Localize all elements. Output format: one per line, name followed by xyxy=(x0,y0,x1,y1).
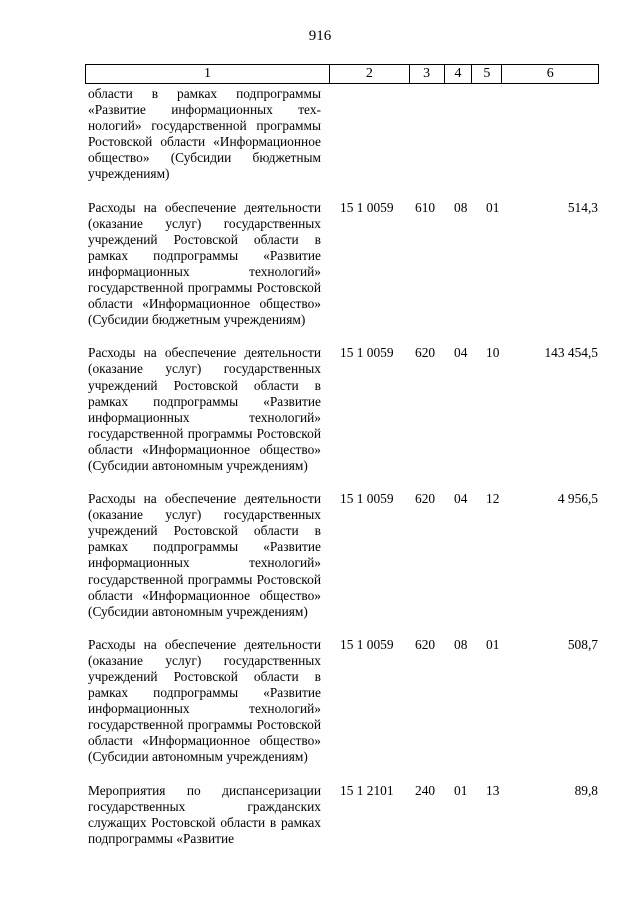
row-gap xyxy=(88,474,600,491)
row-sum: 89,8 xyxy=(574,782,598,798)
row-subsection: 12 xyxy=(486,491,500,507)
table-body xyxy=(88,86,600,847)
row-section: 08 xyxy=(454,636,468,652)
row-section: 01 xyxy=(454,782,468,798)
row-expense-type: 620 xyxy=(415,636,436,652)
row-expense-type: 620 xyxy=(415,345,436,361)
row-expense-type: 610 xyxy=(415,199,436,215)
row-expense-type: 620 xyxy=(415,491,436,507)
row-gap xyxy=(88,183,600,200)
row-description: Расходы на обеспечение деятельности (оказание услуг) государственных учреждений Ростовской области в рамках подпрограммы «Развитие информационных технологий» государственной программы Ростовской области «Информационное общество» (Субсидии автономным учреждениям) xyxy=(88,491,321,619)
table-row xyxy=(88,637,600,766)
header-col-5: 5 xyxy=(472,65,502,83)
row-sum: 514,3 xyxy=(567,199,598,215)
row-description: области в рамках подпрограммы «Развитие информационных технологий» государственной программы Ростовской области «Информационное общество» (Субсидии бюджетным учреждениям) xyxy=(88,86,321,182)
table-row xyxy=(88,345,600,474)
row-section: 04 xyxy=(454,491,468,507)
header-col-2: 2 xyxy=(330,65,410,83)
row-target-code: 15 1 2101 xyxy=(340,782,394,798)
row-section: 04 xyxy=(454,345,468,361)
row-gap xyxy=(88,328,600,345)
page-number: 916 xyxy=(308,28,332,44)
row-sum: 143 454,5 xyxy=(544,345,598,361)
row-description: Расходы на обеспечение деятельности (оказание услуг) государственных учреждений Ростовской области в рамках подпрограммы «Развитие информационных технологий» государственной программы Ростовской области «Информационное общество» (Субсидии автономным учреждениям) xyxy=(88,345,321,473)
row-target-code: 15 1 0059 xyxy=(340,636,394,652)
table-row xyxy=(88,783,600,847)
row-gap xyxy=(88,766,600,783)
row-subsection: 01 xyxy=(486,199,500,215)
row-subsection: 10 xyxy=(486,345,500,361)
table-header xyxy=(85,64,599,84)
row-target-code: 15 1 0059 xyxy=(340,199,394,215)
row-section: 08 xyxy=(454,199,468,215)
row-sum: 4 956,5 xyxy=(557,491,598,507)
row-target-code: 15 1 0059 xyxy=(340,491,394,507)
table-row xyxy=(88,491,600,620)
row-subsection: 13 xyxy=(486,782,500,798)
row-description: Расходы на обеспечение деятельности (оказание услуг) государственных учреждений Ростовской области в рамках подпрограммы «Развитие информационных технологий» государственной программы Ростовской области «Информационное общество» (Субсидии бюджетным учреждениям) xyxy=(88,199,321,328)
row-description: Расходы на обеспечение деятельности (оказание услуг) государственных учреждений Ростовской области в рамках подпрограммы «Развитие информационных технологий» государственной программы Ростовской области «Информационное общество» (Субсидии автономным учреждениям) xyxy=(88,636,321,765)
header-col-6: 6 xyxy=(546,66,554,81)
row-subsection: 01 xyxy=(486,636,500,652)
row-sum: 508,7 xyxy=(567,636,598,652)
header-col-4: 4 xyxy=(445,65,473,83)
header-col-3: 3 xyxy=(410,65,445,83)
table-row xyxy=(88,200,600,329)
row-expense-type: 240 xyxy=(415,782,436,798)
row-target-code: 15 1 0059 xyxy=(340,345,394,361)
header-col-1: 1 xyxy=(86,65,330,83)
table-row xyxy=(88,86,600,183)
row-description: Мероприятия по диспансеризации государственных гражданских служащих Ростовской области в рамках подпрограммы «Развитие xyxy=(88,782,321,846)
row-gap xyxy=(88,620,600,637)
